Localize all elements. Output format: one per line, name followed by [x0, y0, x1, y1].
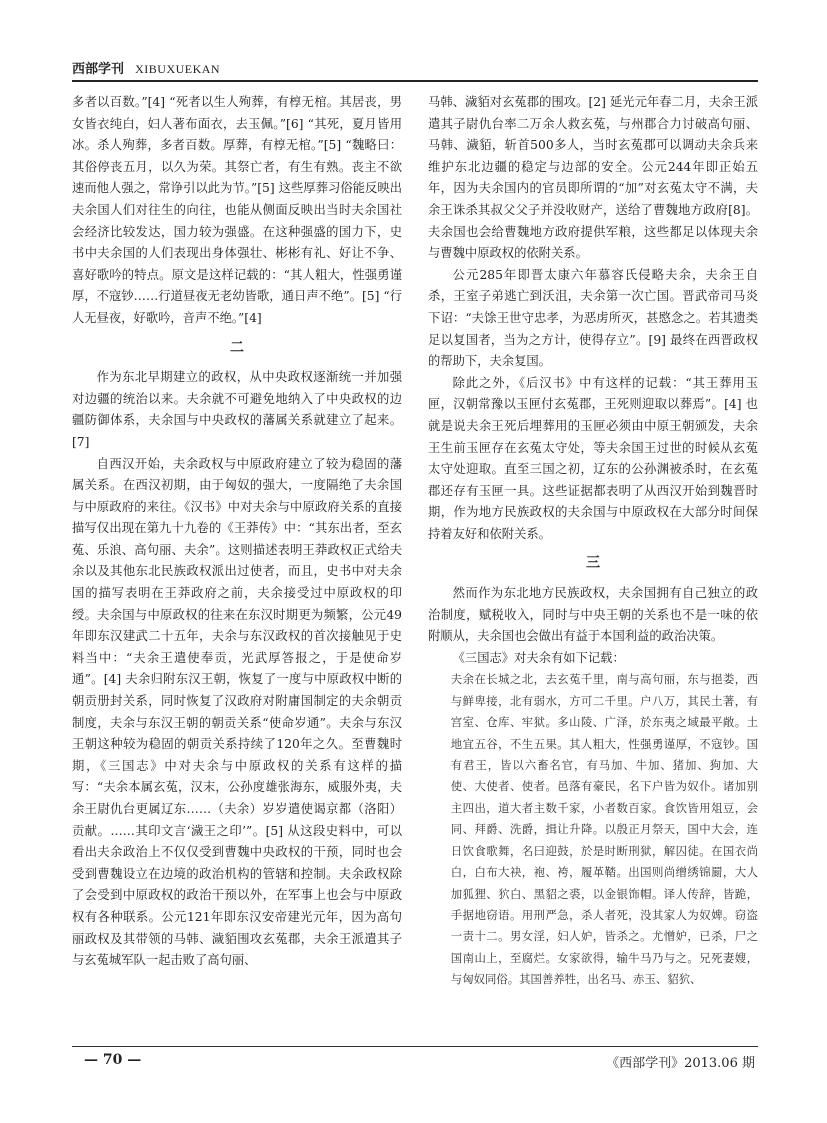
paragraph: 多者以百数。”[4] “死者以生人殉葬，有椁无棺。其居丧，男女皆衣纯白，妇人著布面衣，去玉佩。”[6] “其死，夏月皆用冰。杀人殉葬，多者百数。厚葬，有椁无棺。”[5] “魏略曰：其俗停丧五月，以久为荣。其祭亡者，有生有熟。丧主不欲速而他人强之，常诤引以此为节。”[5] 这些厚葬习俗能反映出夫余国人们对往生的向往，也能从侧面反映出当时夫余国社会经济比较发达，国力较为强盛。在这种强盛的国力下，史书中夫余国的人们表现出身体强壮、彬彬有礼、好让不争、喜好歌吟的特点。原文是这样记载的：“其人粗大，性强勇谨厚，不寇钞……行道昼夜无老幼皆歌，通日声不绝”。[5] “行人无昼夜，好歌吟，音声不绝。”[4]	[72, 95, 402, 325]
section-heading-two: 二	[230, 339, 244, 356]
paragraph: 作为东北早期建立的政权，从中央政权逐渐统一并加强对边疆的统治以来。夫余就不可避免地纳入了中央政权的边疆防御体系，夫余国与中央政权的藩属关系就建立了起来。[7]	[72, 370, 402, 449]
journal-name: 西部学刊	[72, 62, 125, 77]
running-header	[72, 58, 758, 80]
section-heading-three: 三	[586, 555, 600, 572]
paragraph: 《三国志》对夫余有如下记载：	[452, 650, 625, 665]
paragraph: 然而作为东北地方民族政权，夫余国拥有自己独立的政治制度，赋税收入，同时与中央王朝的关系也不是一味的依附顺从，夫余国也会做出有益于本国利益的政治决策。	[428, 586, 758, 644]
issue-label: 《西部学刊》2013.06 期	[606, 1056, 755, 1071]
paragraph: 除此之外，《后汉书》中有这样的记载：“其王葬用玉匣，汉朝常豫以玉匣付玄菟郡，王死则迎取以葬焉”。[4] 也就是说夫余王死后埋葬用的玉匣必须由中原王朝颁发，夫余王生前玉匣存在玄菟太守处，等夫余国王过世的时候从玄菟太守处迎取。直至三国之初，辽东的公孙渊被杀时，在玄菟郡还存有玉匣一具。这些证据都表明了从西汉开始到魏晋时期，作为地方民族政权的夫余国与中原政权在大部分时间保持着友好和依附关系。	[428, 375, 758, 541]
left-column	[72, 92, 402, 972]
header-rule	[72, 80, 758, 82]
page-number: — 70 —	[84, 1052, 142, 1068]
paragraph: 公元285年即晋太康六年慕容氏侵略夫余，夫余王自杀，王室子弟逃亡到沃沮，夫余第一次亡国。晋武帝司马炎下诏：“夫馀王世守忠孝，为恶虏所灭，甚愍念之。若其遗类足以复国者，当为之方计，使得存立”。[9] 最终在西晋政权的帮助下，夫余复国。	[428, 267, 758, 369]
block-quote: 夫余在长城之北，去玄菟千里，南与高句丽，东与挹娄，西与鲜卑接，北有弱水，方可二千里。户八万，其民土著，有宫室、仓库、牢狱。多山陵、广泽，於东夷之域最平敞。土地宜五谷，不生五果。其人粗大，性强勇谨厚，不寇钞。国有君王，皆以六畜名官，有马加、牛加、猪加、狗加、大使、大使者、使者。邑落有豪民，名下户皆为奴仆。诸加别主四出，道大者主数千家，小者数百家。食饮皆用俎豆，会同、拜爵、洗爵，揖让升降。以殷正月祭天，国中大会，连日饮食歌舞，名曰迎鼓，於是时断刑狱，解囚徒。在国衣尚白，白布大袂，袍、袴，履革鞜。出国则尚缯绣锦罽，大人加狐狸、狖白、黑貂之裘，以金银饰帽。译人传辞，皆跪，手据地窃语。用刑严急，杀人者死，没其家人为奴婢。窃盗一责十二。男女淫，妇人妒，皆杀之。尤憎妒，已杀，尸之国南山上，至腐烂。女家欲得，输牛马乃与之。兄死妻嫂，与匈奴同俗。其国善养牲，出名马、赤玉、貂狖、	[450, 672, 758, 987]
paragraph: 马韩、濊貊对玄菟郡的围攻。[2] 延光元年春二月，夫余王派遣其子尉仇台率二万余人救玄菟，与州郡合力讨破高句丽、马韩、濊貊，斩首500多人，当时玄菟郡可以调动夫余兵来维护东北边疆的稳定与边部的安全。公元244年即正始五年，因为夫余国内的官员即所谓的“加”对玄菟太守不满，夫余王诛杀其叔父父子并没收财产，送给了曹魏地方政府[8]。夫余国也会给曹魏地方政府提供军粮，这些都足以体现夫余与曹魏中原政权的依附关系。	[428, 95, 758, 261]
right-column	[428, 92, 758, 991]
journal-pinyin: XIBUXUEKAN	[135, 62, 221, 76]
footer-rule	[72, 1046, 758, 1047]
paragraph: 自西汉开始，夫余政权与中原政府建立了较为稳固的藩属关系。在西汉初期，由于匈奴的强大，一度隔绝了夫余国与中原政府的来往。《汉书》中对夫余与中原政府关系的直接描写仅出现在第九十九卷的《王莽传》中：“其东出者，至玄菟、乐浪、高句丽、夫余”。这则描述表明王莽政权正式给夫余以及其他东北民族政权派出过使者，而且，史书中对夫余国的描写表明在王莽政府之前，夫余接受过中原政权的印绶。夫余国与中原政权的往来在东汉时期更为频繁，公元49年即东汉建武二十五年，夫余与东汉政权的首次接触见于史料当中：“夫余王遣使奉贡，光武厚答报之，于是使命岁通”。[4] 夫余归附东汉王朝，恢复了一度与中原政权中断的朝贡册封关系，同时恢复了汉政府对附庸国制定的夫余朝贡制度，夫余与东汉王朝的朝贡关系“使命岁通”。夫余与东汉王朝这种较为稳固的朝贡关系持续了120年之久。至曹魏时期，《三国志》中对夫余与中原政权的关系有这样的描写：“夫余本属玄菟，汉末，公孙度雄张海东，威服外夷，夫余王尉仇台更属辽东……（夫余）岁岁遣使谒京都（洛阳）贡献。……其印文言‘濊王之印’”。[5] 从这段史料中，可以看出夫余政治上不仅仅受到曹魏中央政权的干预，同时也会受到曹魏设立在边境的政治机构的管辖和控制。夫余政权除了会受到中原政权的政治干预以外，在军事上也会与中原政权有各种联系。公元121年即东汉安帝建光元年，因为高句丽政权及其带领的马韩、濊貊围攻玄菟郡，夫余王派遣其子与玄菟城军队一起击败了高句丽、	[72, 456, 402, 968]
